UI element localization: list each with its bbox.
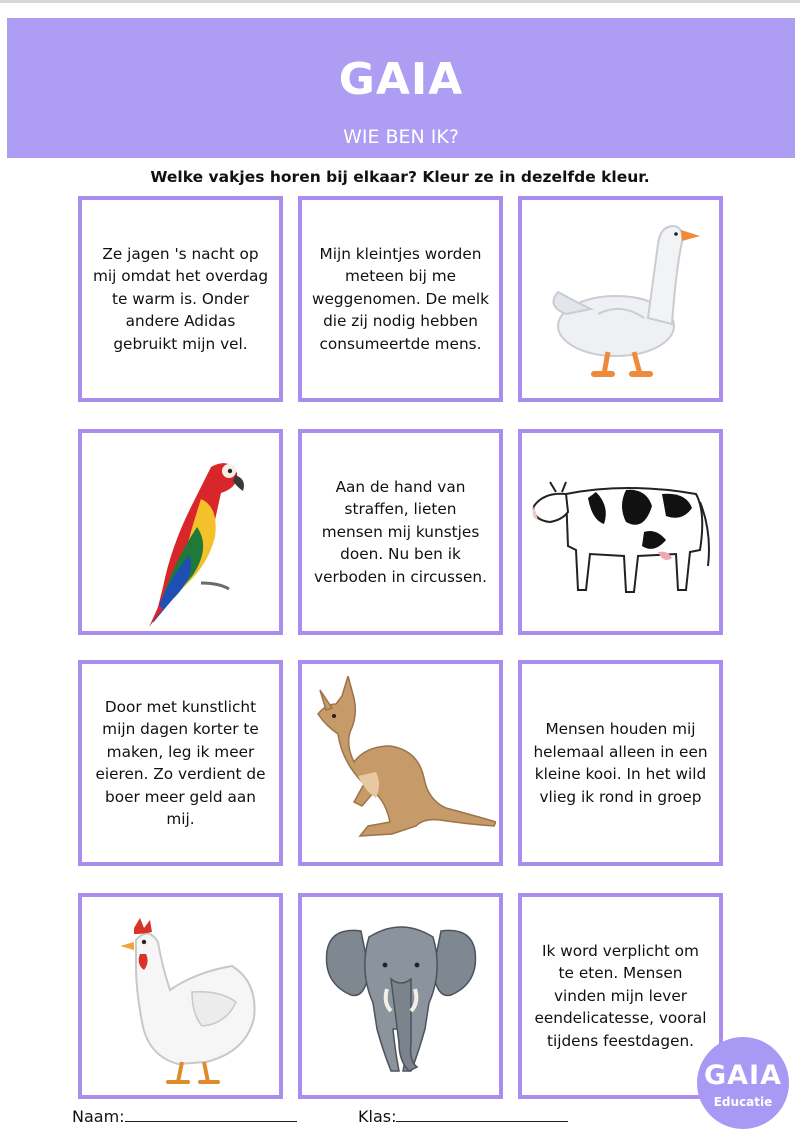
card-kangaroo-image[interactable]	[298, 660, 503, 866]
card-parrot-image[interactable]	[78, 429, 283, 635]
card-circus-text[interactable]	[298, 429, 503, 635]
gaia-logo	[697, 1037, 789, 1129]
card-cage-text[interactable]	[518, 660, 723, 866]
card-text: Mijn kleintjes worden meteen bij me weggenomen. De melk die zij nodig hebben consumeertde mens.	[312, 244, 490, 353]
logo-subtitle: Educatie	[713, 1095, 773, 1109]
card-liver-text[interactable]	[518, 893, 723, 1099]
card-text: Door met kunstlicht mijn dagen korter te maken, leg ik meer eieren. Zo verdient de boer meer geld aan mij.	[95, 697, 266, 828]
elephant-icon	[321, 911, 481, 1081]
instruction-text: Welke vakjes horen bij elkaar? Kleur ze in dezelfde kleur.	[150, 168, 650, 186]
card-text: Aan de hand van straffen, lieten mensen mij kunstjes doen. Nu ben ik verboden in circussen.	[314, 477, 487, 586]
card-eggs-text[interactable]	[78, 660, 283, 866]
card-cow-image[interactable]	[518, 429, 723, 635]
card-elephant-image[interactable]	[298, 893, 503, 1099]
class-line[interactable]	[396, 1108, 568, 1122]
card-leather-text[interactable]	[78, 196, 283, 402]
name-field[interactable]	[72, 1107, 297, 1127]
parrot-icon	[101, 437, 261, 627]
cow-icon	[526, 462, 716, 602]
kangaroo-icon	[306, 676, 496, 851]
logo-title: GAIA	[704, 1060, 782, 1091]
card-chicken-image[interactable]	[78, 893, 283, 1099]
card-milk-text[interactable]	[298, 196, 503, 402]
page-subtitle: WIE BEN IK?	[343, 126, 459, 148]
goose-icon	[536, 214, 706, 384]
name-line[interactable]	[125, 1108, 297, 1122]
header-banner	[7, 18, 795, 158]
class-field[interactable]	[358, 1107, 568, 1127]
name-label: Naam:	[72, 1107, 125, 1126]
card-text: Mensen houden mij helemaal alleen in een kleine kooi. In het wild vlieg ik rond in groep	[533, 720, 708, 806]
card-text: Ze jagen 's nacht op mij omdat het overdag te warm is. Onder andere Adidas gebruikt mijn vel.	[92, 244, 269, 353]
class-label: Klas:	[358, 1107, 397, 1126]
card-goose-image[interactable]	[518, 196, 723, 402]
chicken-icon	[96, 906, 266, 1086]
card-text: Ik word verplicht om te eten. Mensen vinden mijn lever eendelicatesse, vooral tijdens feestdagen.	[534, 941, 707, 1050]
top-rule	[0, 0, 800, 3]
page-title: GAIA	[338, 54, 464, 105]
